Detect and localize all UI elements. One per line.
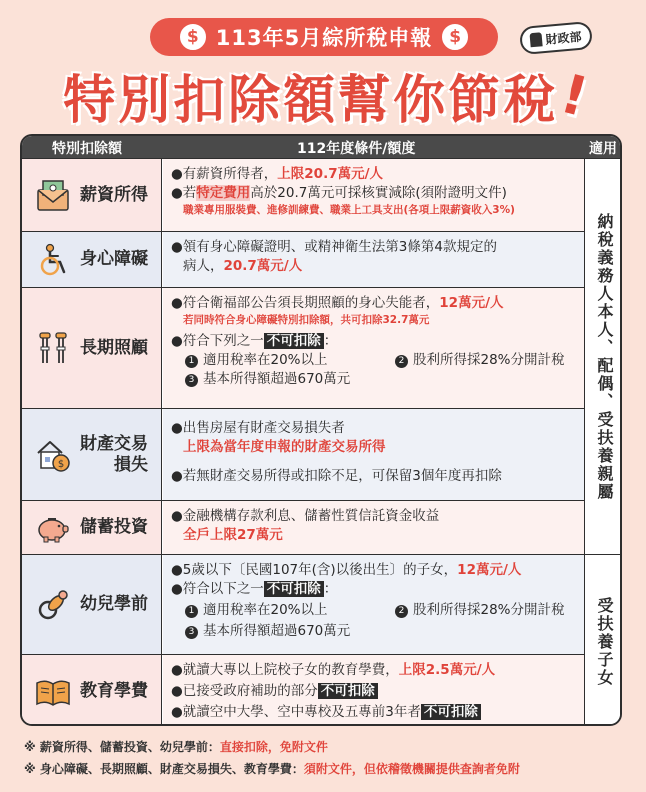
row-text: 病人，: [183, 258, 224, 274]
not-deductible-badge: 不可扣除: [421, 704, 481, 720]
row-name: 教育學費: [80, 681, 148, 701]
row-text: ：: [323, 333, 338, 349]
number-badge: 2: [395, 605, 408, 618]
row-label: [22, 288, 162, 408]
row-name: 薪資所得: [80, 184, 148, 205]
row-note: 職業專用服裝費、進修訓練費、職業上工具支出(各項上限薪資收入3%): [183, 204, 515, 216]
row-name: 幼兒學前: [80, 594, 148, 614]
row-text: ●有薪資所得者，: [171, 166, 278, 182]
row-body: [163, 501, 584, 554]
row-limit: 全戶上限27萬元: [183, 527, 283, 543]
row-label: [22, 555, 162, 654]
row-text: ●符合以下之一: [171, 581, 264, 597]
title-exclamation: !: [554, 61, 595, 129]
table-row: [22, 158, 584, 231]
row-body: [163, 655, 584, 726]
header-col-conditions: 112年度條件/額度: [297, 141, 416, 157]
book-icon: [34, 673, 72, 711]
table-row: [22, 654, 584, 726]
applicable-text: 受扶養子女: [595, 596, 614, 687]
agency-name: 財政部: [544, 29, 583, 47]
dollar-coin-icon: $: [180, 24, 206, 50]
row-name: 儲蓄投資: [80, 517, 148, 537]
pacifier-icon: [34, 586, 72, 624]
row-text: ●5歲以下〔民國107年(含)以後出生〕的子女，: [171, 562, 458, 578]
not-deductible-badge: 不可扣除: [318, 683, 378, 699]
condition-text: 基本所得額超過670萬元: [203, 371, 351, 387]
number-badge: 3: [185, 626, 198, 639]
row-name: 長期照顧: [80, 337, 148, 358]
footnote: [24, 738, 328, 755]
condition-text: 股利所得採28%分開計稅: [413, 602, 565, 618]
number-badge: 1: [185, 355, 198, 368]
row-text: ●若無財產交易所得或扣除不足，可保留3個年度再扣除: [171, 468, 502, 484]
row-limit: 12萬元/人: [439, 295, 504, 311]
condition-text: 基本所得額超過670萬元: [203, 623, 351, 639]
row-limit: 上限20.7萬元/人: [277, 166, 384, 182]
footnote-highlight: 直接扣除，免附文件: [219, 740, 328, 754]
dollar-coin-icon: $: [442, 24, 468, 50]
table-row: [22, 500, 584, 554]
house-coin-icon: [34, 436, 72, 474]
row-body: [163, 288, 584, 408]
row-label: [22, 501, 162, 554]
row-body: [163, 409, 584, 500]
row-name-line2: 損失: [114, 454, 148, 475]
row-text: ：: [323, 581, 338, 597]
row-body: [163, 232, 584, 287]
row-highlight: 特定費用: [196, 185, 251, 201]
footnote-highlight: 須附文件，但依稽徵機關提供查詢者免附: [303, 762, 520, 776]
agency-badge: [519, 21, 593, 55]
condition-text: 適用稅率在20%以上: [203, 602, 328, 618]
wheelchair-icon: [34, 241, 72, 279]
crutches-icon: [34, 329, 72, 367]
row-name: 身心障礙: [80, 249, 148, 269]
number-badge: 3: [185, 374, 198, 387]
row-text: ●領有身心障礙證明、或精神衛生法第3條第4款規定的: [171, 239, 497, 255]
row-text: ●若: [171, 185, 197, 201]
row-name: 財產交易: [80, 433, 148, 454]
piggy-bank-icon: [34, 509, 72, 547]
money-envelope-icon: [34, 176, 72, 214]
row-text: ●已接受政府補助的部分: [171, 683, 318, 699]
row-text: ●就讀空中大學、空中專校及五專前3年者: [171, 704, 421, 720]
table-row: [22, 231, 584, 287]
number-badge: 1: [185, 605, 198, 618]
row-text: ●金融機構存款利息、儲蓄性質信託資金收益: [171, 508, 440, 524]
row-label: [22, 409, 162, 500]
table-row: [22, 287, 584, 408]
not-deductible-badge: 不可扣除: [264, 581, 324, 597]
row-text: ●符合下列之一: [171, 333, 264, 349]
row-body: [163, 555, 584, 654]
row-limit: 12萬元/人: [457, 562, 522, 578]
header-pill: [150, 18, 498, 56]
row-text: ●出售房屋有財產交易損失者: [171, 420, 345, 436]
row-label: [22, 655, 162, 726]
footnote: [24, 760, 520, 777]
condition-text: 適用稅率在20%以上: [203, 352, 328, 368]
title-text: 特別扣除額幫你節稅: [63, 70, 559, 131]
footnote-text: ※ 身心障礙、長期照顧、財產交易損失、教育學費：: [24, 762, 304, 776]
table-header: [22, 136, 622, 158]
row-text: 高於20.7萬元可採核實減除(須附證明文件): [250, 185, 507, 201]
table-row: [22, 554, 584, 654]
row-note: 若同時符合身心障礙特別扣除額，共可扣除32.7萬元: [183, 314, 430, 326]
row-limit: 上限2.5萬元/人: [398, 662, 496, 678]
page-title: [30, 60, 620, 130]
applicable-cell-taxpayer: [584, 158, 622, 554]
row-limit: 上限為當年度申報的財產交易所得: [183, 439, 386, 455]
header-col-deduction: 特別扣除額: [52, 141, 122, 157]
row-body: [163, 159, 584, 231]
not-deductible-badge: 不可扣除: [264, 333, 324, 349]
svg-text:$: $: [57, 458, 65, 470]
row-label: [22, 159, 162, 231]
row-limit: 20.7萬元/人: [223, 258, 303, 274]
row-text: ●就讀大專以上院校子女的教育學費，: [171, 662, 399, 678]
applicable-cell-children: [584, 554, 622, 726]
agency-logo-icon: [530, 32, 543, 47]
deduction-table: [20, 134, 622, 726]
row-text: ●符合衛福部公告須長期照顧的身心失能者，: [171, 295, 440, 311]
condition-text: 股利所得採28%分開計稅: [413, 352, 565, 368]
footnote-text: ※ 薪資所得、儲蓄投資、幼兒學前：: [24, 740, 220, 754]
header-col-applicable: 適用: [589, 141, 617, 157]
applicable-text: 納稅義務人本人、配偶、受扶養親屬: [595, 212, 614, 501]
table-row: [22, 408, 584, 500]
row-label: [22, 232, 162, 287]
header-text: 113年5月綜所稅申報: [215, 26, 433, 50]
number-badge: 2: [395, 355, 408, 368]
